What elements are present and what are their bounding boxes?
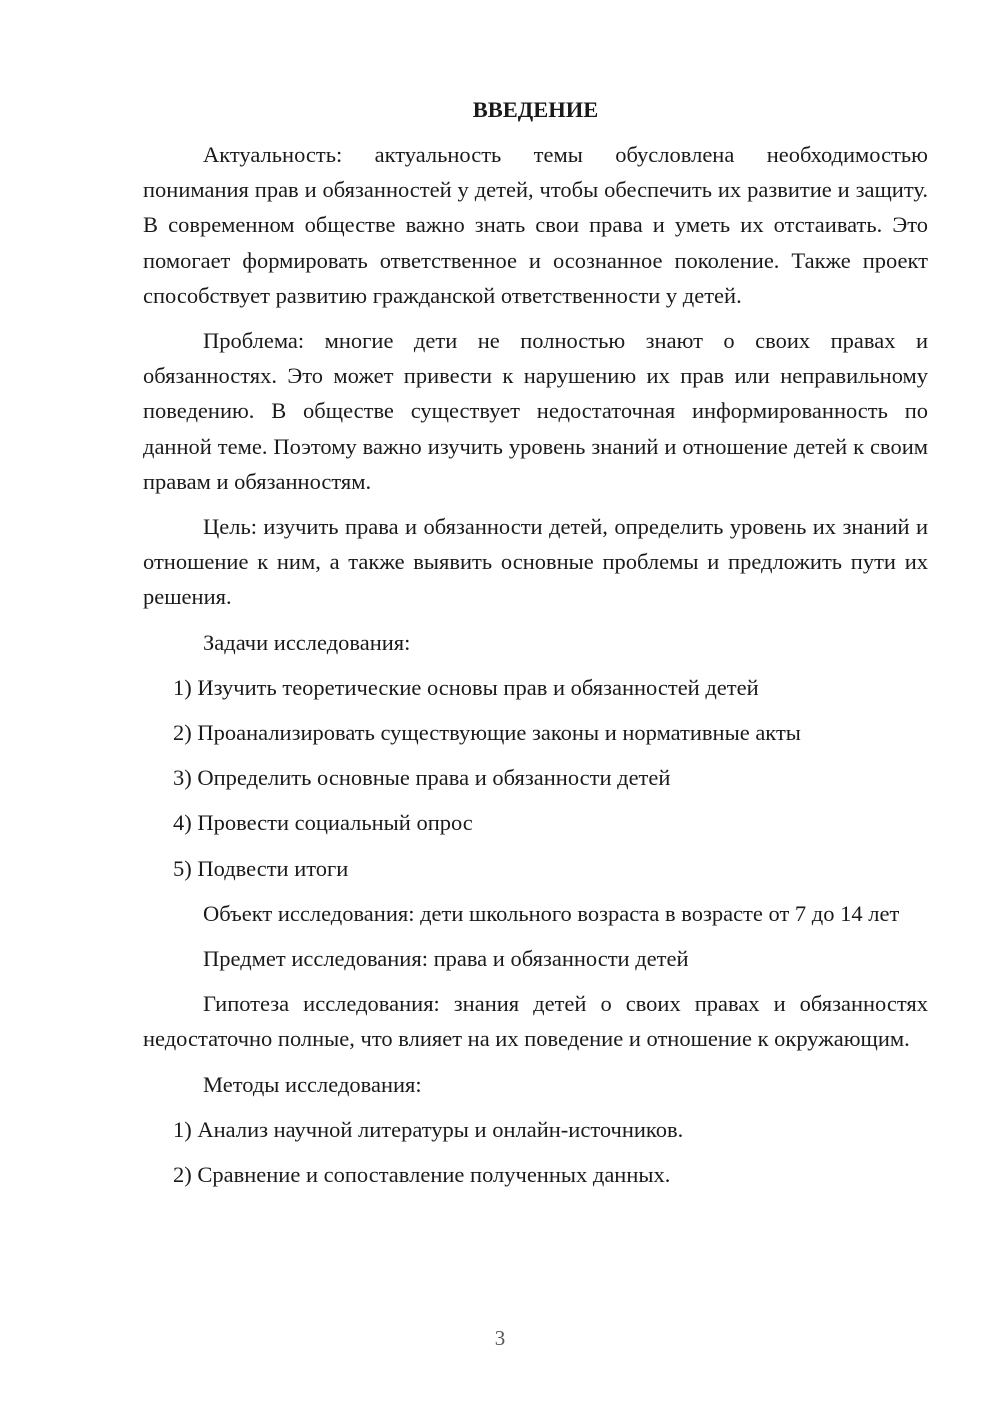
list-item: 5) Подвести итоги xyxy=(173,855,349,881)
goal-paragraph: Цель: изучить права и обязанности детей, определить уровень их знаний и отношение к ним, а также выявить основные проблемы и предложить пути их решения. xyxy=(143,514,928,610)
list-item: 2) Проанализировать существующие законы и нормативные акты xyxy=(173,720,801,746)
list-item: 2) Сравнение и сопоставление полученных данных. xyxy=(173,1162,671,1188)
list-item: 1) Изучить теоретические основы прав и обязанностей детей xyxy=(173,674,759,700)
problem-paragraph: Проблема: многие дети не полностью знают о своих правах и обязанностях. Это может привести к нарушению их прав или неправильному поведению. В обществе существует недостаточная информированность по данной теме. Поэтому важно изучить уровень знаний и отношение детей к своим правам и обязанностям. xyxy=(143,328,928,494)
tasks-title: Задачи исследования: xyxy=(203,629,411,655)
tasks-list xyxy=(143,670,928,886)
list-item: 1) Анализ научной литературы и онлайн-источников. xyxy=(173,1116,684,1142)
methods-list xyxy=(143,1112,928,1192)
section-heading: ВВЕДЕНИЕ xyxy=(472,97,599,122)
hypothesis-paragraph: Гипотеза исследования: знания детей о своих правах и обязанностях недостаточно полные, что влияет на их поведение и отношение к окружающим. xyxy=(143,991,928,1052)
methods-title: Методы исследования: xyxy=(203,1071,422,1097)
subject-paragraph: Предмет исследования: права и обязанности детей xyxy=(203,946,689,972)
relevance-paragraph: Актуальность: актуальность темы обусловлена необходимостью понимания прав и обязанностей у детей, чтобы обеспечить их развитие и защиту. В современном обществе важно знать свои права и уметь их отстаивать. Это помогает формировать ответственное и осознанное поколение. Также проект способствует развитию гражданской ответственности у детей. xyxy=(143,142,928,308)
object-paragraph: Объект исследования: дети школьного возраста в возрасте от 7 до 14 лет xyxy=(203,900,900,926)
page-number: 3 xyxy=(494,1326,506,1350)
list-item: 3) Определить основные права и обязанности детей xyxy=(173,765,671,791)
list-item: 4) Провести социальный опрос xyxy=(173,810,473,836)
document-page xyxy=(143,92,928,1202)
